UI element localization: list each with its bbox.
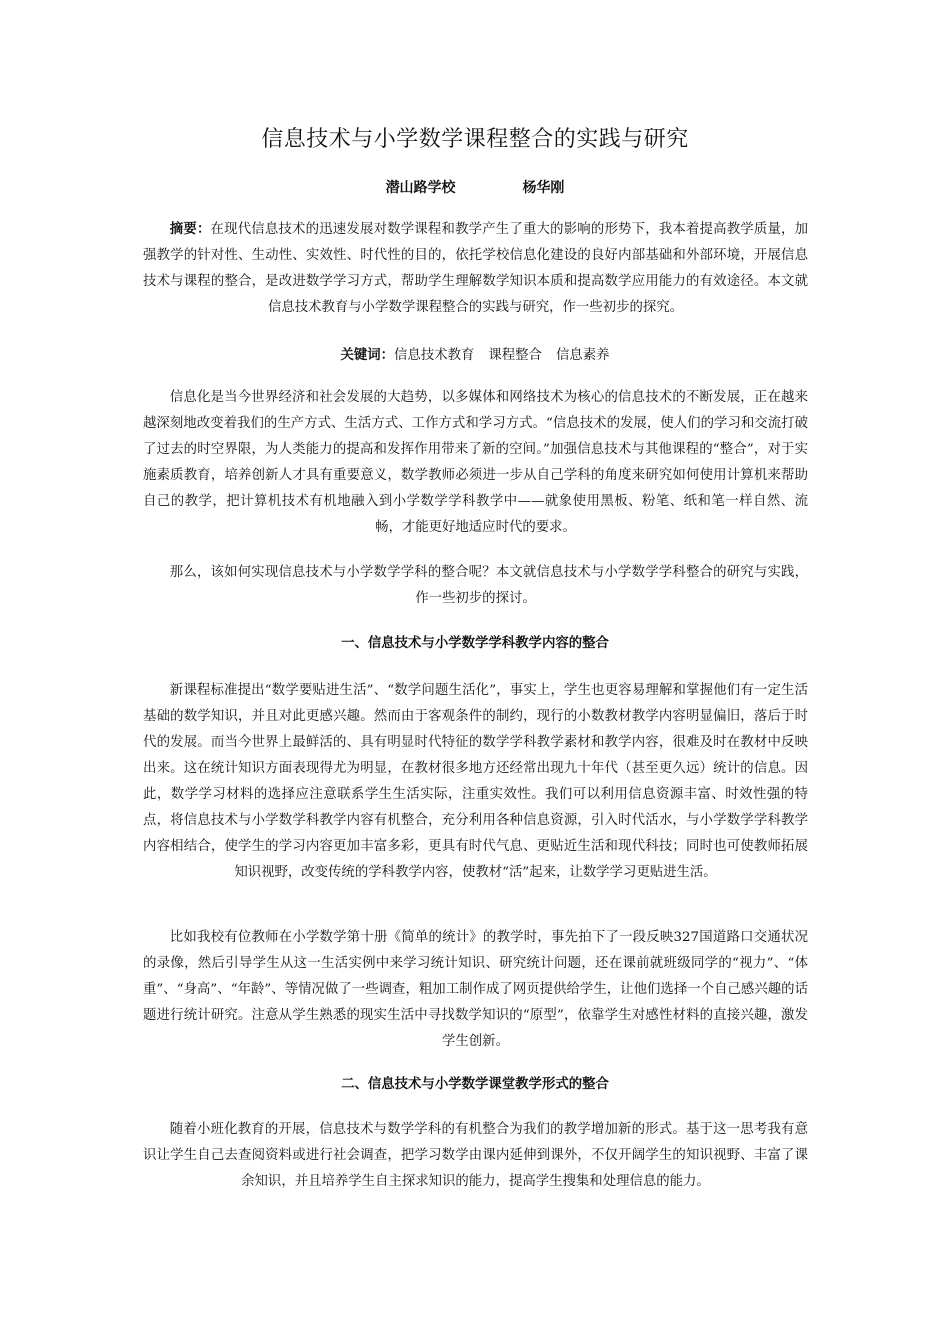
section-1-heading: 一、信息技术与小学数学学科教学内容的整合: [341, 635, 609, 651]
keyword-item: 信息技术教育: [394, 348, 475, 363]
document-title: 信息技术与小学数学课程整合的实践与研究: [261, 127, 689, 152]
keywords: [0, 342, 950, 369]
byline: [0, 177, 950, 197]
intro-paragraph-1: [143, 385, 808, 541]
section-2-text-1: 随着小班化教育的开展，信息技术与数学学科的有机整合为我们的教学增加新的形式。基于这一思考我有意识让学生自己去查阅资料或进行社会调查，把学习数学由课内延伸到课外，不仅开阔学生的知识视野、丰富了课余知识，并且培养学生自主探求知识的能力，提高学生搜集和处理信息的能力。: [143, 1122, 808, 1189]
section-2-paragraph-1: [143, 1117, 808, 1195]
abstract-text: 在现代信息技术的迅速发展对数学课程和教学产生了重大的影响的形势下，我本着提高教学质量，加强教学的针对性、生动性、实效性、时代性的目的，依托学校信息化建设的良好内部基础和外部环境，开展信息技术与课程的整合，是改进数学学习方式，帮助学生理解数学知识本质和提高数学应用能力的有效途径。本文就信息技术教育与小学数学课程整合的实践与研究，作一些初步的探究。: [143, 222, 808, 315]
intro-paragraph-2: [143, 560, 808, 612]
section-1-text-2: 比如我校有位教师在小学数学第十册《简单的统计》的教学时，事先拍下了一段反映327国道路口交通状况的录像，然后引导学生从这一生活实例中来学习统计知识、研究统计问题，还在课前就班级同学的“视力”、“体重”、“身高”、“年龄”、等情况做了一些调查，粗加工制作成了网页提供给学生，让他们选择一个自己感兴趣的话题进行统计研究。注意从学生熟悉的现实生活中寻找数学知识的“原型”，依靠学生对感性材料的直接兴趣，激发学生创新。: [143, 930, 808, 1049]
school-name: 潜山路学校: [385, 180, 456, 196]
abstract-label: 摘要：: [169, 221, 211, 237]
section-1-paragraph-1: [143, 678, 808, 886]
keyword-item: 信息素养: [555, 348, 610, 363]
intro-text-2: 那么，该如何实现信息技术与小学数学学科的整合呢？本文就信息技术与小学数学学科整合的研究与实践，作一些初步的探讨。: [169, 565, 808, 606]
section-2-heading: 二、信息技术与小学数学课堂教学形式的整合: [341, 1076, 609, 1092]
author-name: 杨华刚: [522, 180, 565, 196]
section-1-paragraph-2: [143, 925, 808, 1055]
section-1-text-1: 新课程标准提出“数学要贴进生活”、“数学问题生活化”，事实上，学生也更容易理解和掌握他们有一定生活基础的数学知识，并且对此更感兴趣。然而由于客观条件的制约，现行的小数教材教学内容明显偏旧，落后于时代的发展。而当今世界上最鲜活的、具有明显时代特征的数学学科教学素材和教学内容，很难及时在教材中反映出来。这在统计知识方面表现得尤为明显，在教材很多地方还经常出现九十年代（甚至更久远）统计的信息。因此，数学学习材料的选择应注意联系学生生活实际，注重实效性。我们可以利用信息资源丰富、时效性强的特点，将信息技术与小学数学科教学内容有机整合，充分利用各种信息资源，引入时代活水，与小学数学学科教学内容相结合，使学生的学习内容更加丰富多彩，更具有时代气息、更贴近生活和现代科技；同时也可使教师拓展知识视野，改变传统的学科教学内容，使教材“活”起来，让数学学习更贴进生活。: [143, 683, 808, 880]
keyword-item: 课程整合: [488, 348, 542, 363]
intro-text-1: 信息化是当今世界经济和社会发展的大趋势，以多媒体和网络技术为核心的信息技术的不断发展，正在越来越深刻地改变着我们的生产方式、生活方式、工作方式和学习方式。“信息技术的发展，使人们的学习和交流打破了过去的时空界限，为人类能力的提高和发挥作用带来了新的空间。”加强信息技术与其他课程的“整合”，对于实施素质教育，培养创新人才具有重要意义，数学教师必须进一步从自己学科的角度来研究如何使用计算机来帮助自己的教学，把计算机技术有机地融入到小学数学学科教学中——就象使用黑板、粉笔、纸和笔一样自然、流畅，才能更好地适应时代的要求。: [143, 390, 808, 535]
abstract: [143, 216, 808, 321]
keywords-label: 关键词：: [340, 347, 395, 363]
